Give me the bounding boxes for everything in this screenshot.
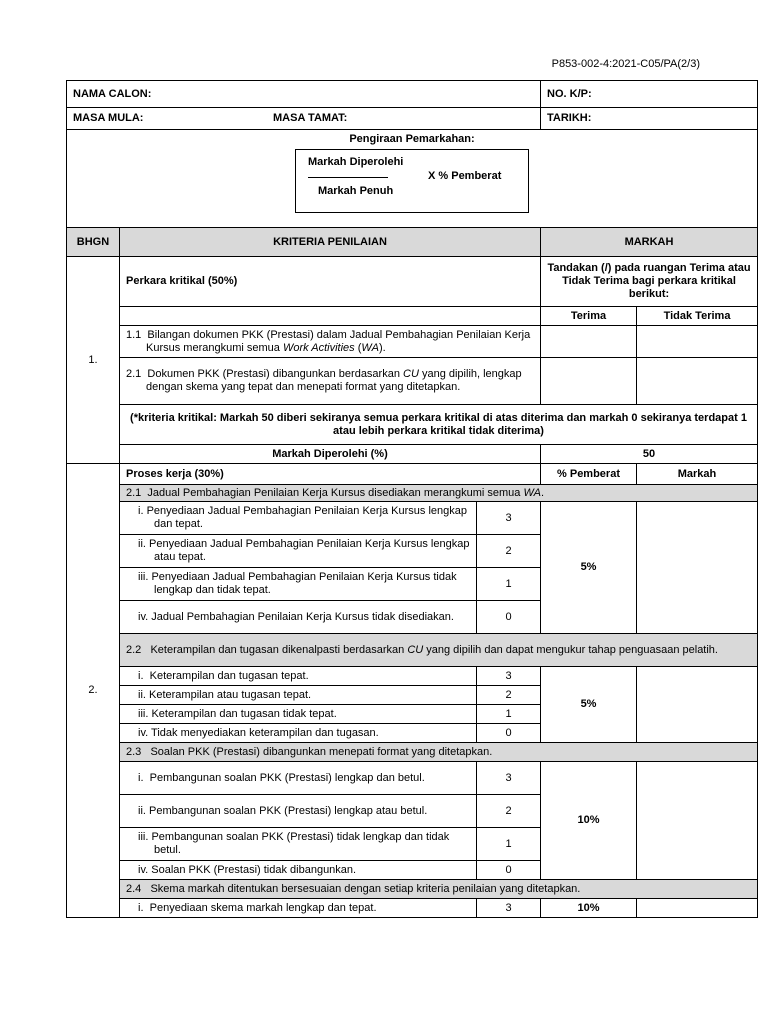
pengiraan-section	[67, 130, 758, 228]
criterion-2-2: 2.2 Keterampilan dan tugasan dikenalpasti berdasarkan CU yang dipilih dan dapat mengukur tahap penguasaan pelatih.	[120, 634, 758, 667]
weight-2-1: 5%	[541, 502, 637, 634]
assessment-table	[66, 80, 758, 918]
masa-tamat-field[interactable]: MASA TAMAT:	[273, 112, 348, 124]
markah-cell-2-3[interactable]	[637, 762, 758, 880]
score-value: 0	[477, 601, 541, 634]
tarikh-field[interactable]: TARIKH:	[541, 108, 758, 130]
list-item: iv. Tidak menyediakan keterampilan dan tugasan.	[120, 724, 477, 743]
header-bhgn: BHGN	[67, 228, 120, 257]
score-value: 2	[477, 535, 541, 568]
critical-item-1: 1.1 Bilangan dokumen PKK (Prestasi) dalam Jadual Pembahagian Penilaian Kerja Kursus merangkumi semua Work Activities (WA).	[120, 326, 541, 358]
formula-box	[295, 149, 529, 213]
pengiraan-title: Pengiraan Pemarkahan:	[349, 133, 475, 145]
header-markah: MARKAH	[541, 228, 758, 257]
section1-markah-value: 50	[541, 445, 758, 464]
list-item: iv. Soalan PKK (Prestasi) tidak dibangunkan.	[120, 861, 477, 880]
section1-title: Perkara kritikal (50%)	[120, 257, 541, 307]
list-item: i. Keterampilan dan tugasan tepat.	[120, 667, 477, 686]
formula-multiplier: X % Pemberat	[428, 170, 502, 182]
weight-2-3: 10%	[541, 762, 637, 880]
score-value: 2	[477, 795, 541, 828]
weight-2-2: 5%	[541, 667, 637, 743]
list-item: i. Penyediaan Jadual Pembahagian Penilaian Kerja Kursus lengkap dan tepat.	[120, 502, 477, 535]
formula-divider	[308, 177, 388, 178]
markah-cell-2-2[interactable]	[637, 667, 758, 743]
header-kriteria: KRITERIA PENILAIAN	[120, 228, 541, 257]
section2-title: Proses kerja (30%)	[120, 464, 541, 485]
section2-number: 2.	[67, 464, 120, 918]
tidak-terima-cell-2[interactable]	[637, 358, 758, 405]
score-value: 1	[477, 568, 541, 601]
formula-denominator: Markah Penuh	[318, 185, 394, 197]
formula-numerator: Markah Diperolehi	[308, 156, 404, 168]
criterion-2-3: 2.3 Soalan PKK (Prestasi) dibangunkan menepati format yang ditetapkan.	[120, 743, 758, 762]
document-reference: P853-002-4:2021-C05/PA(2/3)	[551, 58, 700, 70]
section1-number: 1.	[67, 257, 120, 464]
score-value: 2	[477, 686, 541, 705]
terima-cell-1[interactable]	[541, 326, 637, 358]
markah-cell-2-1[interactable]	[637, 502, 758, 634]
score-value: 0	[477, 724, 541, 743]
list-item: iii. Penyediaan Jadual Pembahagian Penilaian Kerja Kursus tidak lengkap dan tidak tepat.	[120, 568, 477, 601]
masa-mula-field[interactable]: MASA MULA:	[73, 112, 144, 124]
score-value: 0	[477, 861, 541, 880]
score-value: 1	[477, 705, 541, 724]
no-kp-field[interactable]: NO. K/P:	[541, 81, 758, 108]
list-item: i. Penyediaan skema markah lengkap dan tepat.	[120, 899, 477, 918]
nama-calon-field[interactable]: NAMA CALON:	[67, 81, 541, 108]
terima-cell-2[interactable]	[541, 358, 637, 405]
list-item: ii. Penyediaan Jadual Pembahagian Penilaian Kerja Kursus lengkap atau tepat.	[120, 535, 477, 568]
list-item: iii. Keterampilan dan tugasan tidak tepat.	[120, 705, 477, 724]
list-item: iv. Jadual Pembahagian Penilaian Kerja Kursus tidak disediakan.	[120, 601, 477, 634]
list-item: ii. Keterampilan atau tugasan tepat.	[120, 686, 477, 705]
section1-markah-label: Markah Diperolehi (%)	[120, 445, 541, 464]
criterion-2-1: 2.1 Jadual Pembahagian Penilaian Kerja Kursus disediakan merangkumi semua WA.	[120, 485, 758, 502]
score-value: 3	[477, 762, 541, 795]
list-item: i. Pembangunan soalan PKK (Prestasi) lengkap dan betul.	[120, 762, 477, 795]
col-markah: Markah	[637, 464, 758, 485]
col-pemberat: % Pemberat	[541, 464, 637, 485]
score-value: 3	[477, 502, 541, 535]
score-value: 3	[477, 899, 541, 918]
critical-note: (*kriteria kritikal: Markah 50 diberi sekiranya semua perkara kritikal di atas diterima dan markah 0 sekiranya terdapat 1 atau lebih perkara kritikal tidak diterima)	[120, 405, 758, 445]
score-value: 1	[477, 828, 541, 861]
col-tidak-terima: Tidak Terima	[637, 307, 758, 326]
col-terima: Terima	[541, 307, 637, 326]
section1-instruction: Tandakan (/) pada ruangan Terima atau Tidak Terima bagi perkara kritikal berikut:	[541, 257, 758, 307]
tidak-terima-cell-1[interactable]	[637, 326, 758, 358]
assessment-form	[66, 80, 757, 918]
markah-cell-2-4[interactable]	[637, 899, 758, 918]
weight-2-4: 10%	[541, 899, 637, 918]
criterion-2-4: 2.4 Skema markah ditentukan bersesuaian dengan setiap kriteria penilaian yang ditetapkan.	[120, 880, 758, 899]
score-value: 3	[477, 667, 541, 686]
critical-item-2: 2.1 Dokumen PKK (Prestasi) dibangunkan berdasarkan CU yang dipilih, lengkap dengan skema yang tepat dan menepati format yang ditetapkan.	[120, 358, 541, 405]
list-item: iii. Pembangunan soalan PKK (Prestasi) tidak lengkap dan tidak betul.	[120, 828, 477, 861]
list-item: ii. Pembangunan soalan PKK (Prestasi) lengkap atau betul.	[120, 795, 477, 828]
